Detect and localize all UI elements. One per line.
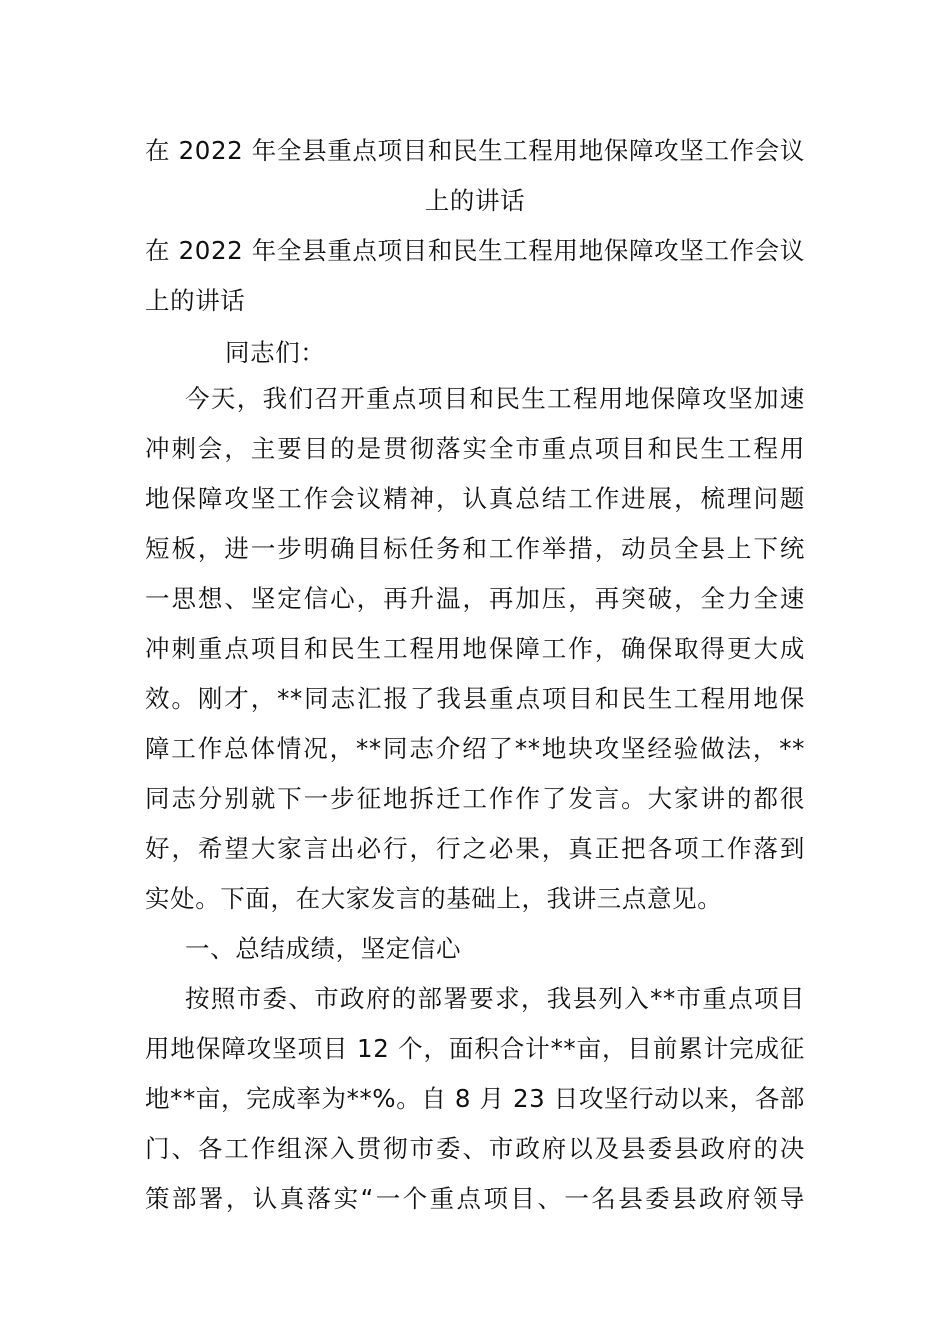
document-heading-line-1: 在 2022 年全县重点项目和民生工程用地保障攻坚工作会议 [145, 236, 805, 265]
paragraph-line: 冲刺重点项目和民生工程用地保障工作，确保取得更大成 [145, 634, 805, 663]
paragraph-line: 障工作总体情况，**同志介绍了**地块攻坚经验做法，** [145, 734, 805, 763]
paragraph-line: 同志分别就下一步征地拆迁工作作了发言。大家讲的都很 [145, 784, 805, 813]
paragraph-line: 地保障攻坚工作会议精神，认真总结工作进展，梳理问题 [145, 484, 805, 513]
paragraph-line: 实处。下面，在大家发言的基础上，我讲三点意见。 [145, 884, 723, 913]
paragraph-line: 门、各工作组深入贯彻市委、市政府以及县委县政府的决 [145, 1134, 805, 1163]
section-heading: 一、总结成绩，坚定信心 [185, 934, 462, 963]
document-title-line-1: 在 2022 年全县重点项目和民生工程用地保障攻坚工作会议 [145, 136, 805, 165]
paragraph-line: 地**亩，完成率为**%。自 8 月 23 日攻坚行动以来，各部 [145, 1084, 805, 1113]
paragraph-line: 按照市委、市政府的部署要求，我县列入**市重点项目 [185, 984, 805, 1013]
document-title-line-2: 上的讲话 [424, 186, 526, 215]
paragraph-line: 今天，我们召开重点项目和民生工程用地保障攻坚加速 [185, 384, 805, 413]
paragraph-line: 冲刺会，主要目的是贯彻落实全市重点项目和民生工程用 [145, 434, 805, 463]
paragraph-line: 效。刚才，**同志汇报了我县重点项目和民生工程用地保 [145, 684, 805, 713]
paragraph-line: 好，希望大家言出必行，行之必果，真正把各项工作落到 [145, 834, 805, 863]
paragraph-line: 策部署，认真落实“一个重点项目、一名县委县政府领导 [145, 1184, 805, 1213]
document-heading-line-2: 上的讲话 [145, 286, 246, 315]
paragraph-line: 一思想、坚定信心，再升温，再加压，再突破，全力全速 [145, 584, 805, 613]
paragraph-line: 短板，进一步明确目标任务和工作举措，动员全县上下统 [145, 534, 805, 563]
salutation: 同志们： [225, 338, 326, 367]
paragraph-line: 用地保障攻坚项目 12 个，面积合计**亩，目前累计完成征 [145, 1034, 805, 1063]
